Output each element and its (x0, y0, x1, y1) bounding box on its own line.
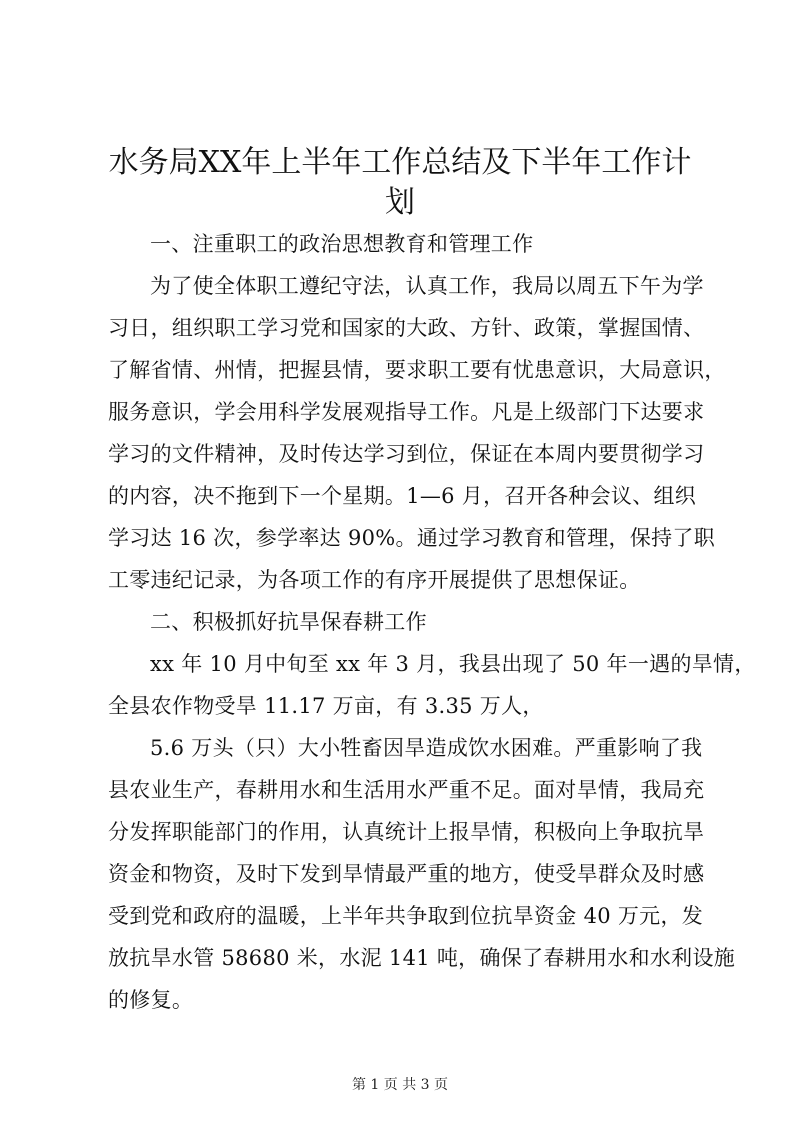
paragraph-line: 的内容，决不拖到下一个星期。1—6 月，召开各种会议、组织 (108, 484, 697, 508)
paragraph-line: 的修复。 (108, 988, 194, 1012)
paragraph-line: 受到党和政府的温暖，上半年共争取到位抗旱资金 40 万元，发 (108, 904, 704, 928)
paragraph-line: 学习的文件精神，及时传达学习到位，保证在本周内要贯彻学习 (108, 442, 705, 466)
paragraph-line: 了解省情、州情，把握县情，要求职工要有忧患意识，大局意识， (108, 358, 726, 382)
paragraph-line: 资金和物资，及时下发到旱情最严重的地方，使受旱群众及时感 (108, 862, 705, 886)
paragraph-line: 全县农作物受旱 11.17 万亩，有 3.35 万人， (108, 694, 544, 718)
paragraph-line: 5.6 万头（只）大小牲畜因旱造成饮水困难。严重影响了我 (150, 736, 703, 760)
document-title-line-2: 划 (385, 185, 415, 220)
paragraph-line: 服务意识，学会用科学发展观指导工作。凡是上级部门下达要求 (108, 400, 705, 424)
section-heading-2: 二、积极抓好抗旱保春耕工作 (150, 610, 427, 634)
paragraph-line: 为了使全体职工遵纪守法，认真工作，我局以周五下午为学 (150, 274, 704, 298)
paragraph-line: 放抗旱水管 58680 米，水泥 141 吨，确保了春耕用水和水利设施 (108, 946, 736, 970)
paragraph-line: xx 年 10 月中旬至 xx 年 3 月，我县出现了 50 年一遇的旱情， (150, 652, 756, 676)
section-heading-1: 一、注重职工的政治思想教育和管理工作 (150, 232, 534, 256)
paragraph-line: 学习达 16 次，参学率达 90%。通过学习教育和管理，保持了职 (108, 526, 716, 550)
paragraph-line: 县农业生产，春耕用水和生活用水严重不足。面对旱情，我局充 (108, 778, 705, 802)
page-footer: 第 1 页 共 3 页 (351, 1077, 449, 1093)
paragraph-line: 分发挥职能部门的作用，认真统计上报旱情，积极向上争取抗旱 (108, 820, 705, 844)
document-title-line-1: 水务局XX年上半年工作总结及下半年工作计 (108, 145, 692, 180)
paragraph-line: 习日，组织职工学习党和国家的大政、方针、政策，掌握国情、 (108, 316, 705, 340)
paragraph-line: 工零违纪记录，为各项工作的有序开展提供了思想保证。 (108, 568, 641, 592)
